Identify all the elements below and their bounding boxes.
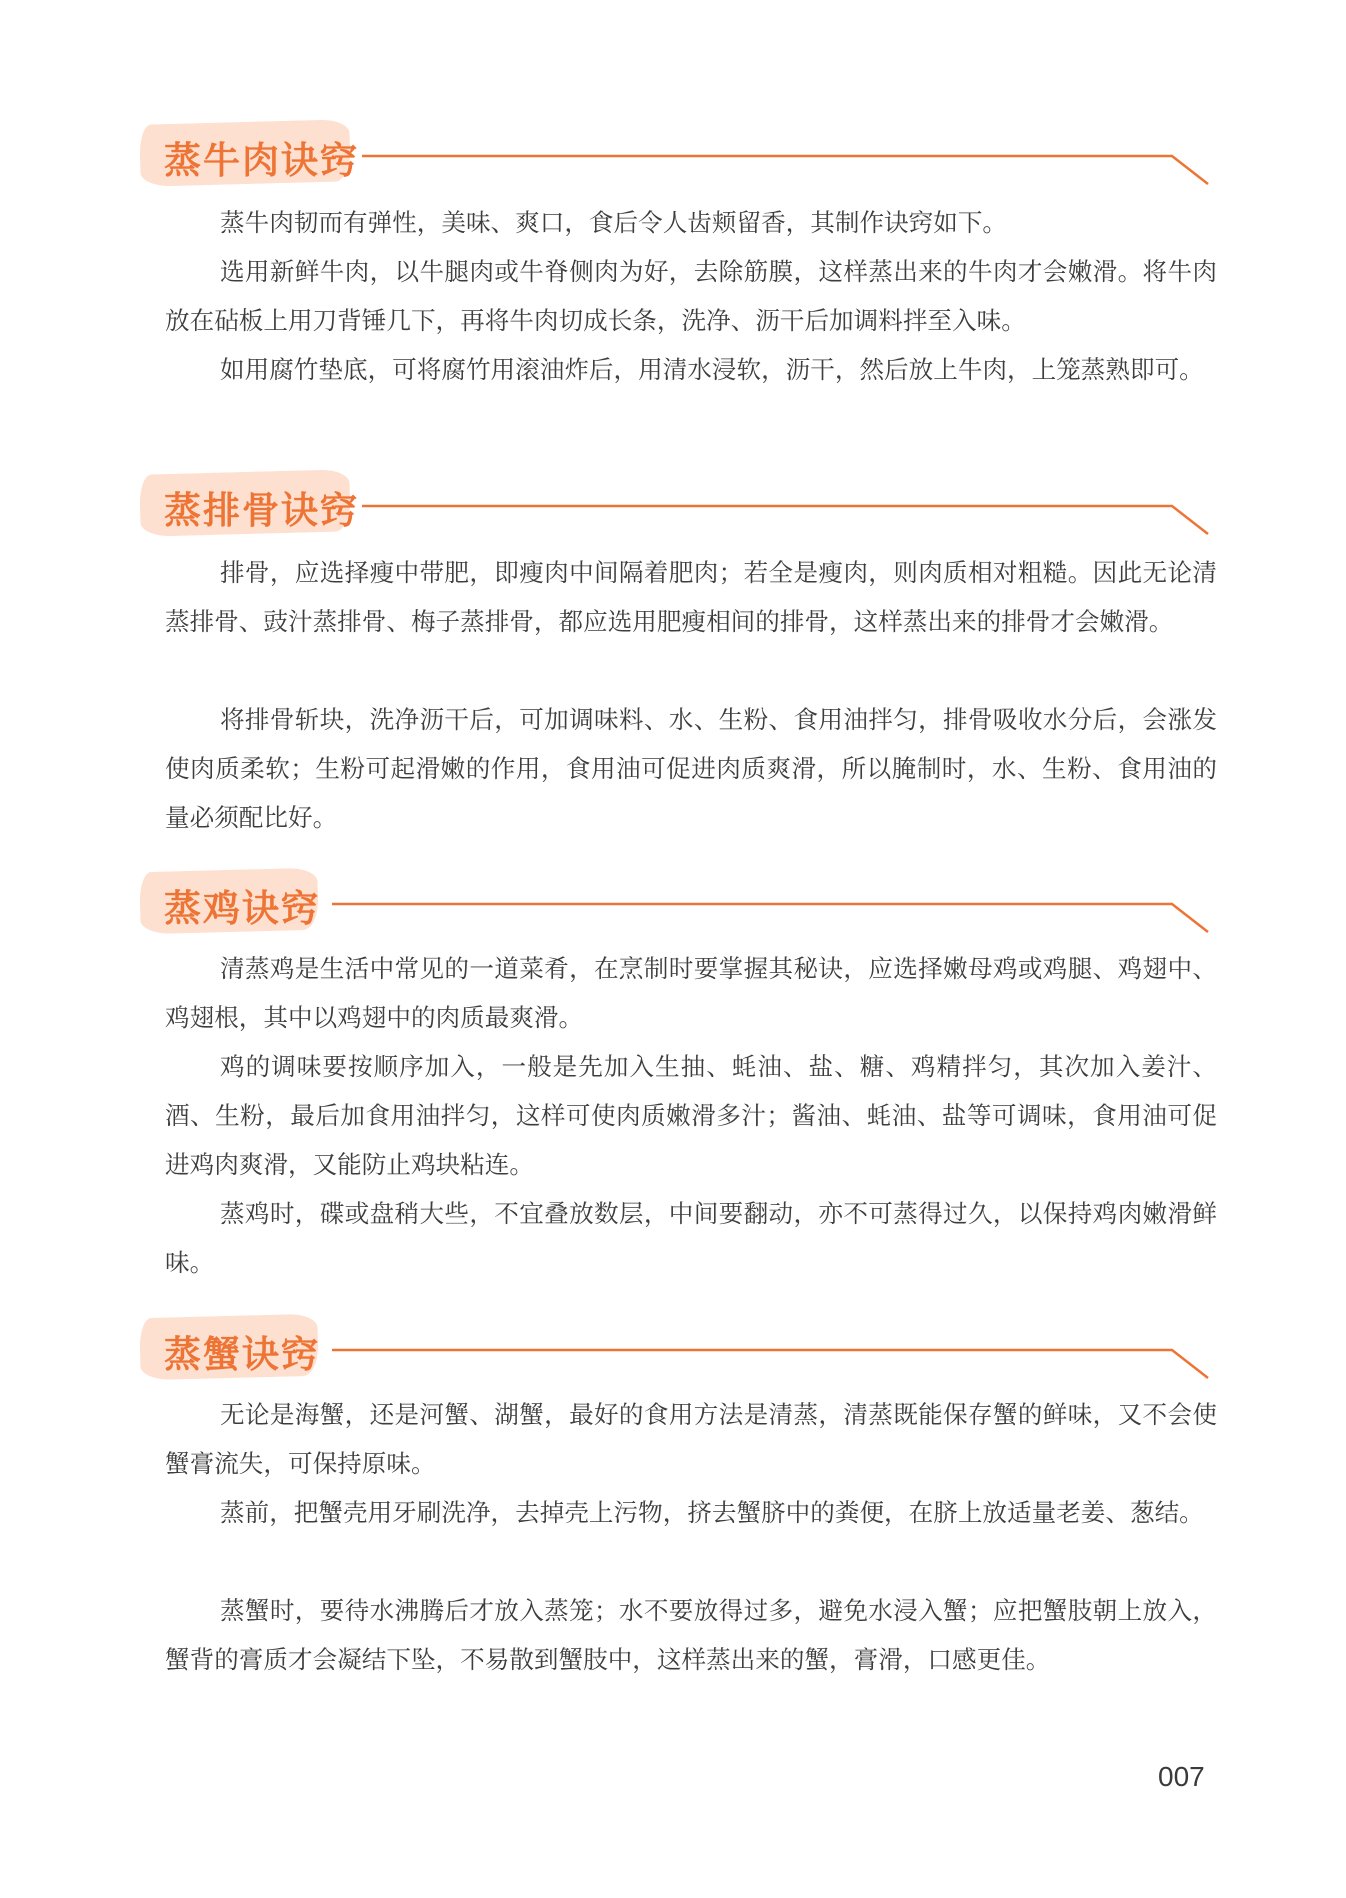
- section-title: 蒸蟹诀窍: [164, 1333, 320, 1376]
- section-title: 蒸鸡诀窍: [164, 887, 320, 930]
- paragraph: 蒸前，把蟹壳用牙刷洗净，去掉壳上污物，挤去蟹脐中的粪便，在脐上放适量老姜、葱结。: [220, 1498, 1204, 1527]
- paragraph: 蒸牛肉韧而有弹性，美味、爽口，食后令人齿颊留香，其制作诀窍如下。: [220, 208, 1008, 237]
- paragraph: 选用新鲜牛肉，以牛腿肉或牛脊侧肉为好，去除筋膜，这样蒸出来的牛肉才会嫩滑。将牛肉放在砧板上用刀背锤几下，再将牛肉切成长条，洗净、沥干后加调料拌至入味。: [165, 257, 1217, 335]
- paragraph: 蒸鸡时，碟或盘稍大些，不宜叠放数层，中间要翻动，亦不可蒸得过久，以保持鸡肉嫩滑鲜味。: [165, 1199, 1217, 1277]
- section-title: 蒸牛肉诀窍: [164, 139, 359, 182]
- section-heading: [0, 118, 1346, 198]
- section-steamed-beef: [0, 118, 1346, 384]
- paragraph: 将排骨斩块，洗净沥干后，可加调味料、水、生粉、食用油拌匀，排骨吸收水分后，会涨发使肉质柔软；生粉可起滑嫩的作用，食用油可促进肉质爽滑，所以腌制时，水、生粉、食用油的量必须配比好。: [165, 705, 1217, 832]
- section-heading: [0, 468, 1346, 548]
- paragraph: 鸡的调味要按顺序加入，一般是先加入生抽、蚝油、盐、糖、鸡精拌匀，其次加入姜汁、酒、生粉，最后加食用油拌匀，这样可使肉质嫩滑多汁；酱油、蚝油、盐等可调味，食用油可促进鸡肉爽滑，又能防止鸡块粘连。: [165, 1052, 1217, 1179]
- section-steamed-chicken: [0, 866, 1346, 1277]
- section-steamed-ribs: [0, 468, 1346, 832]
- paragraph: 蒸蟹时，要待水沸腾后才放入蒸笼；水不要放得过多，避免水浸入蟹；应把蟹肢朝上放入，蟹背的膏质才会凝结下坠，不易散到蟹肢中，这样蒸出来的蟹，膏滑，口感更佳。: [165, 1596, 1217, 1674]
- paragraph: 无论是海蟹，还是河蟹、湖蟹，最好的食用方法是清蒸，清蒸既能保存蟹的鲜味，又不会使蟹膏流失，可保持原味。: [165, 1400, 1217, 1478]
- section-title: 蒸排骨诀窍: [164, 489, 359, 532]
- paragraph: 如用腐竹垫底，可将腐竹用滚油炸后，用清水浸软，沥干，然后放上牛肉，上笼蒸熟即可。: [220, 355, 1204, 384]
- page-number: 007: [1158, 1761, 1205, 1792]
- section-heading: [0, 866, 1346, 946]
- section-heading: [0, 1312, 1346, 1392]
- section-steamed-crab: [0, 1312, 1346, 1674]
- paragraph: 排骨，应选择瘦中带肥，即瘦肉中间隔着肥肉；若全是瘦肉，则肉质相对粗糙。因此无论清蒸排骨、豉汁蒸排骨、梅子蒸排骨，都应选用肥瘦相间的排骨，这样蒸出来的排骨才会嫩滑。: [165, 558, 1217, 636]
- paragraph: 清蒸鸡是生活中常见的一道菜肴，在烹制时要掌握其秘诀，应选择嫩母鸡或鸡腿、鸡翅中、鸡翅根，其中以鸡翅中的肉质最爽滑。: [165, 954, 1217, 1032]
